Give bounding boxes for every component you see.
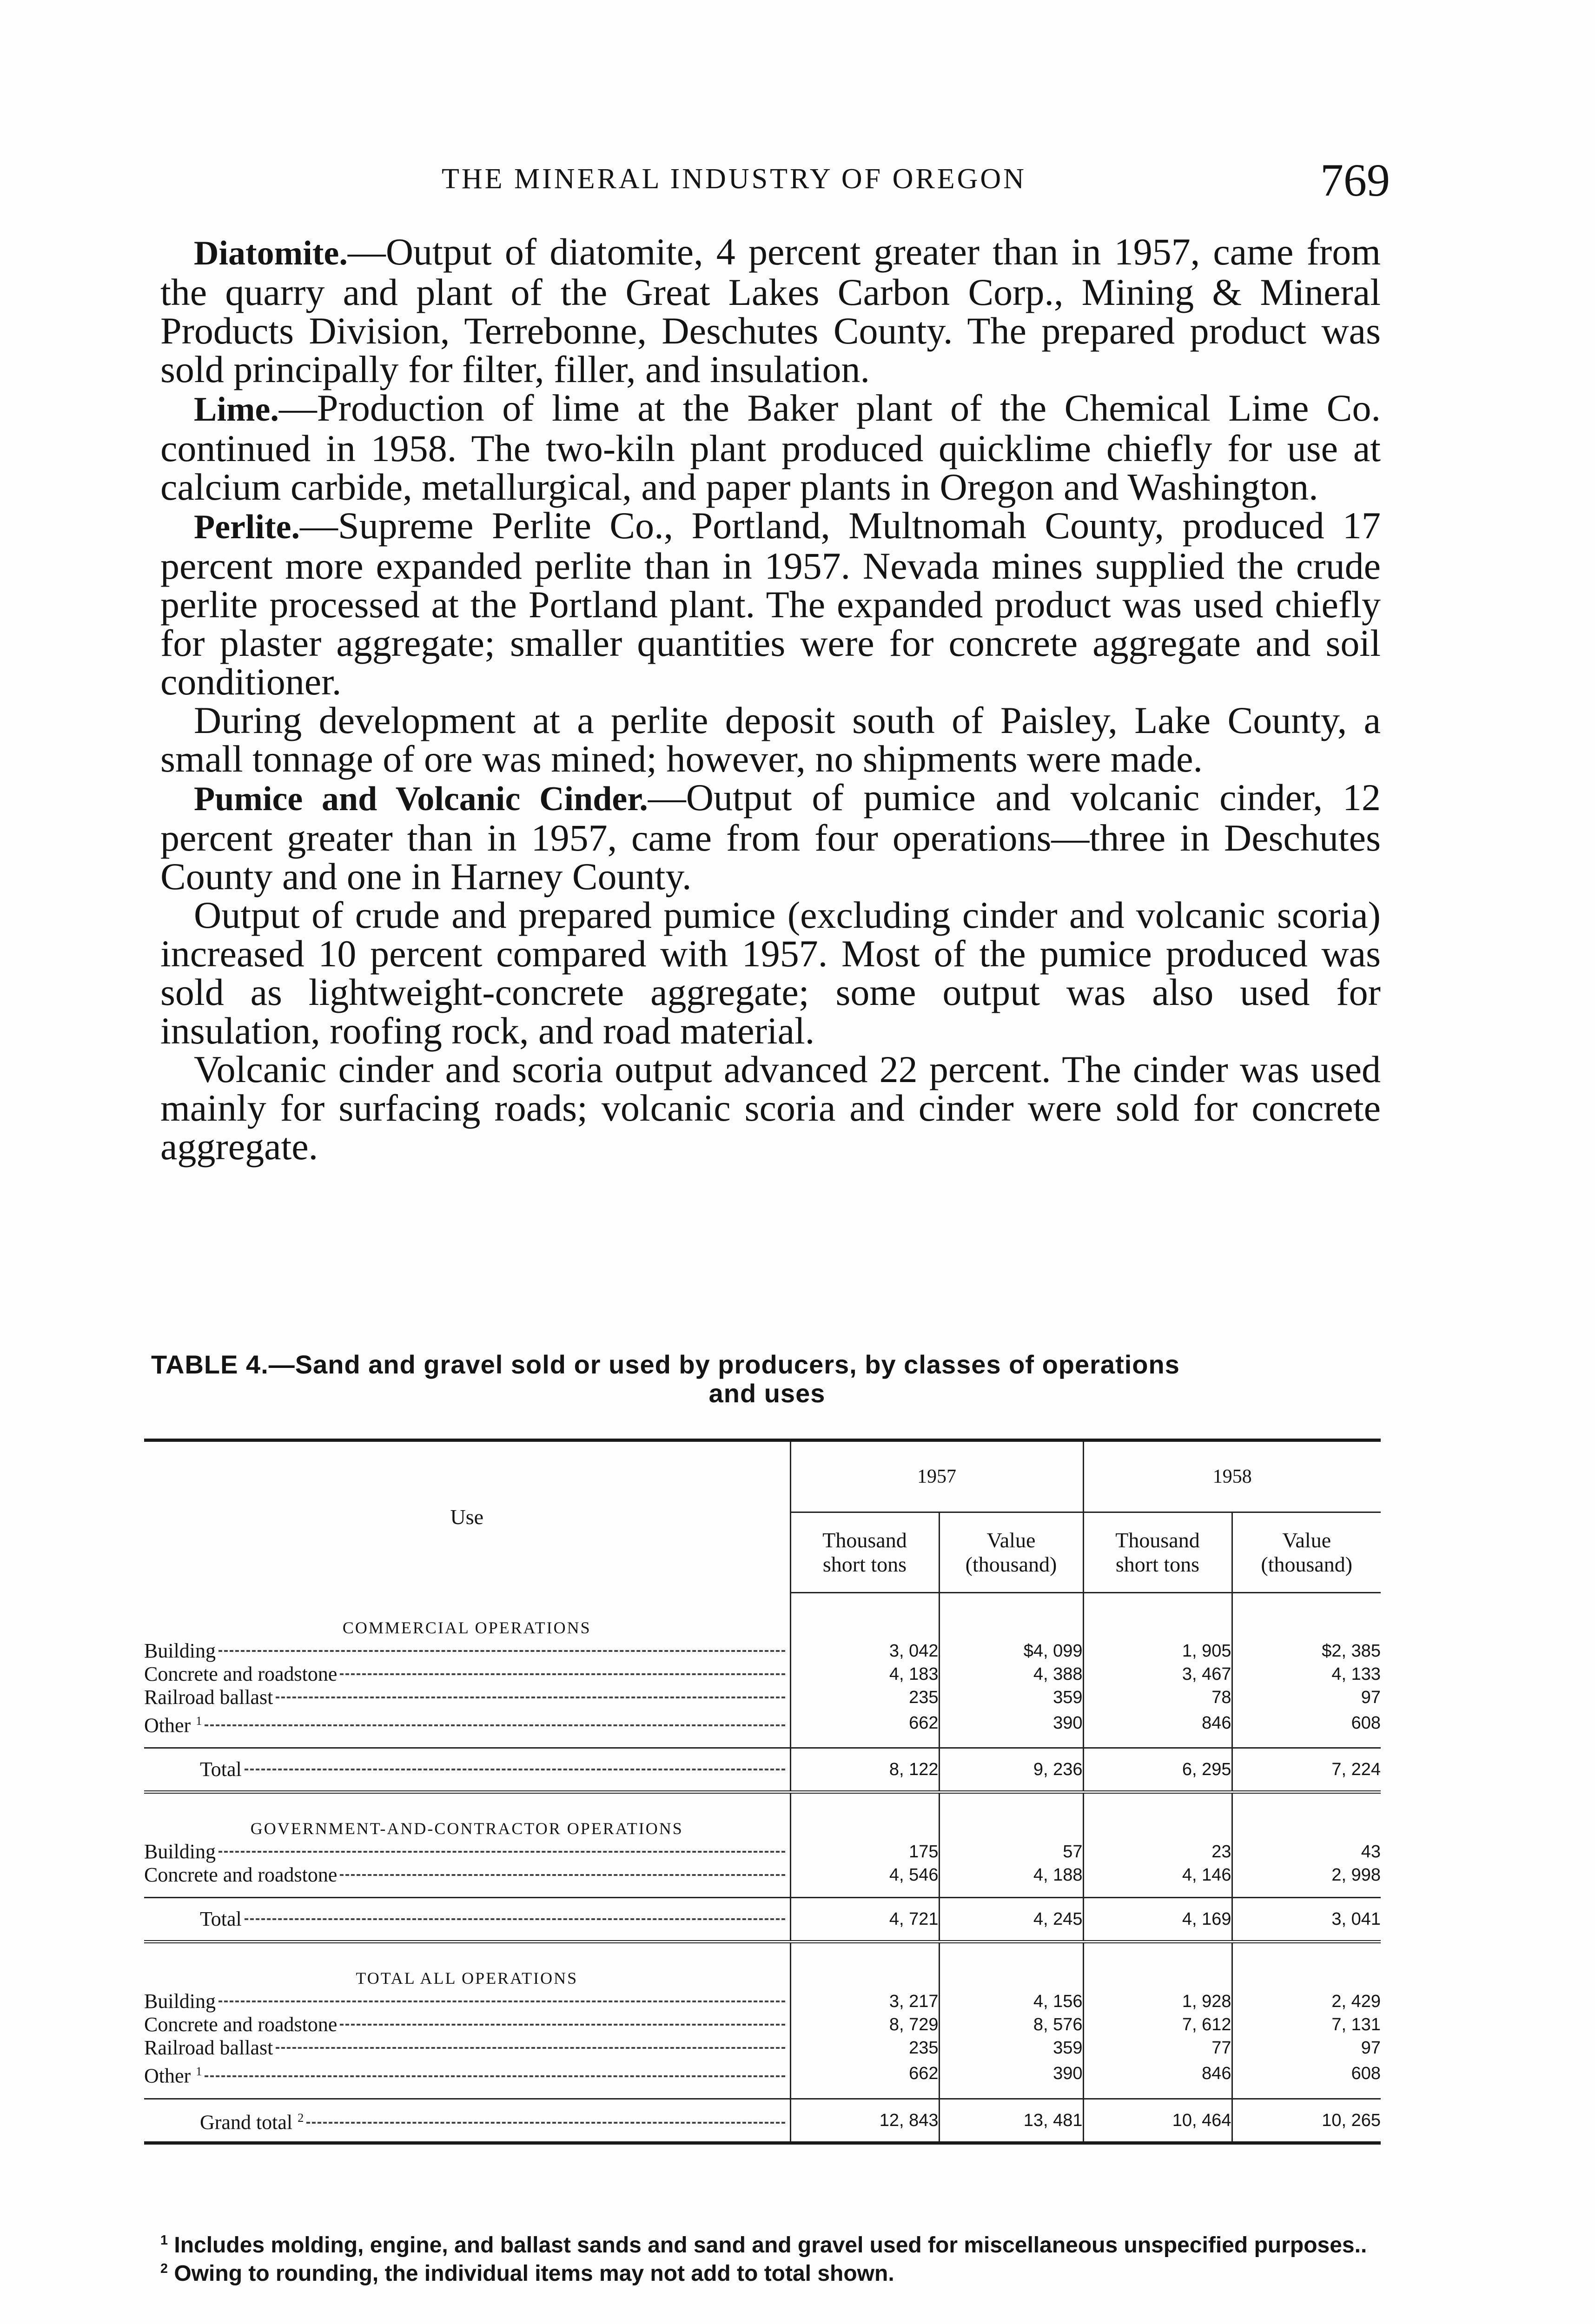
table-row: Building 3, 217 4, 156 1, 928 2, 429 — [144, 1990, 1381, 2013]
section-commercial: COMMERCIAL OPERATIONS — [144, 1593, 1381, 1639]
table-row: Other $^1$ 662 390 846 608 — [144, 1709, 1381, 1737]
column-header-1958: 1958 — [1083, 1440, 1381, 1512]
paragraph-cinder: Volcanic cinder and scoria output advanced 22 percent. The cinder was used mainly for surfacing roads; volcanic scoria and cinder were sold for concrete aggregate. — [160, 1048, 1381, 1168]
footnote-2: $^2$ Owing to rounding, the individual items may not add to total shown. — [160, 2261, 894, 2286]
subheader-value-1957: Value (thousand) — [939, 1512, 1083, 1593]
table-row: Building 175 57 23 43 — [144, 1840, 1381, 1863]
table-row: Other $^1$ 662 390 846 608 — [144, 2060, 1381, 2088]
paragraph-pumice: Pumice and Volcanic Cinder.—Output of pumice and volcanic cinder, 12 percent greater than in 1957, came from four operations—three in Deschutes County and one in Harney County. — [160, 776, 1381, 898]
table-row: Railroad ballast 235 359 77 97 — [144, 2036, 1381, 2060]
subheader-tons-1957: Thousand short tons — [790, 1512, 939, 1593]
subheader-value-1958: Value (thousand) — [1232, 1512, 1381, 1593]
section-government: GOVERNMENT-AND-CONTRACTOR OPERATIONS — [144, 1792, 1381, 1841]
heading-diatomite: Diatomite. — [194, 234, 348, 272]
paragraph-perlite: Perlite.—Supreme Perlite Co., Portland, Multnomah County, produced 17 percent more expanded perlite than in 1957. Nevada mines supplied the crude perlite processed at the Portland plant. The expanded product was used chiefly for plaster aggregate; smaller quantities were for concrete aggregate and soil conditioner. — [160, 504, 1381, 703]
footnotes — [139, 2229, 1381, 2285]
paragraph-lime: Lime.—Production of lime at the Baker plant of the Chemical Lime Co. continued in 1958. The two-kiln plant produced quicklime chiefly for use at calcium carbide, metallurgical, and paper plants in Oregon and Washington. — [160, 387, 1381, 508]
page-number: 769 — [1320, 154, 1390, 206]
table-row: Concrete and roadstone 4, 183 4, 388 3, 467 4, 133 — [144, 1662, 1381, 1685]
total-row-government: Total 4, 721 4, 245 4, 169 3, 041 — [144, 1898, 1381, 1942]
column-header-1957: 1957 — [790, 1440, 1083, 1512]
total-row-commercial: Total 8, 122 9, 236 6, 295 7, 224 — [144, 1748, 1381, 1792]
heading-pumice: Pumice and Volcanic Cinder. — [194, 780, 648, 818]
paragraph-pumice-output: Output of crude and prepared pumice (excluding cinder and volcanic scoria) increased 10 percent compared with 1957. Most of the pumice produced was sold as lightweight-concrete aggregate; some output was also used for insulation, roofing rock, and road material. — [160, 894, 1381, 1052]
running-title: THE MINERAL INDUSTRY OF OREGON — [442, 163, 1026, 195]
table-row: Concrete and roadstone 8, 729 8, 576 7, 612 7, 131 — [144, 2013, 1381, 2036]
paragraph-diatomite: Diatomite.—Output of diatomite, 4 percent greater than in 1957, came from the quarry and plant of the Great Lakes Carbon Corp., Mining & Mineral Products Division, Terrebonne, Deschutes County. The prepared product was sold principally for filter, filler, and insulation. — [160, 231, 1381, 390]
table-row: Railroad ballast 235 359 78 97 — [144, 1685, 1381, 1709]
table-row: Building 3, 042 $4, 099 1, 905 $2, 385 — [144, 1639, 1381, 1662]
subheader-tons-1958: Thousand short tons — [1083, 1512, 1232, 1593]
table-caption: TABLE 4.—Sand and gravel sold or used by producers, by classes of operations and uses — [151, 1350, 1180, 1408]
section-total-all: TOTAL ALL OPERATIONS — [144, 1942, 1381, 1990]
heading-lime: Lime. — [194, 390, 279, 429]
footnote-1: $^1$ Includes molding, engine, and ballast sands and sand and gravel used for miscellaneous unspecified purposes.. — [160, 2233, 1367, 2258]
table-row: Concrete and roadstone 4, 546 4, 188 4, 146 2, 998 — [144, 1863, 1381, 1887]
page-header — [153, 153, 1390, 205]
sand-gravel-table — [144, 1439, 1381, 2145]
column-header-use: Use — [144, 1440, 790, 1593]
body-text — [160, 232, 1381, 1166]
heading-perlite: Perlite. — [194, 508, 300, 546]
paragraph-perlite-paisley: During development at a perlite deposit south of Paisley, Lake County, a small tonnage of ore was mined; however, no shipments were made. — [160, 699, 1381, 780]
grand-total-row: Grand total $^2$ 12, 843 13, 481 10, 464 10, 265 — [144, 2099, 1381, 2143]
